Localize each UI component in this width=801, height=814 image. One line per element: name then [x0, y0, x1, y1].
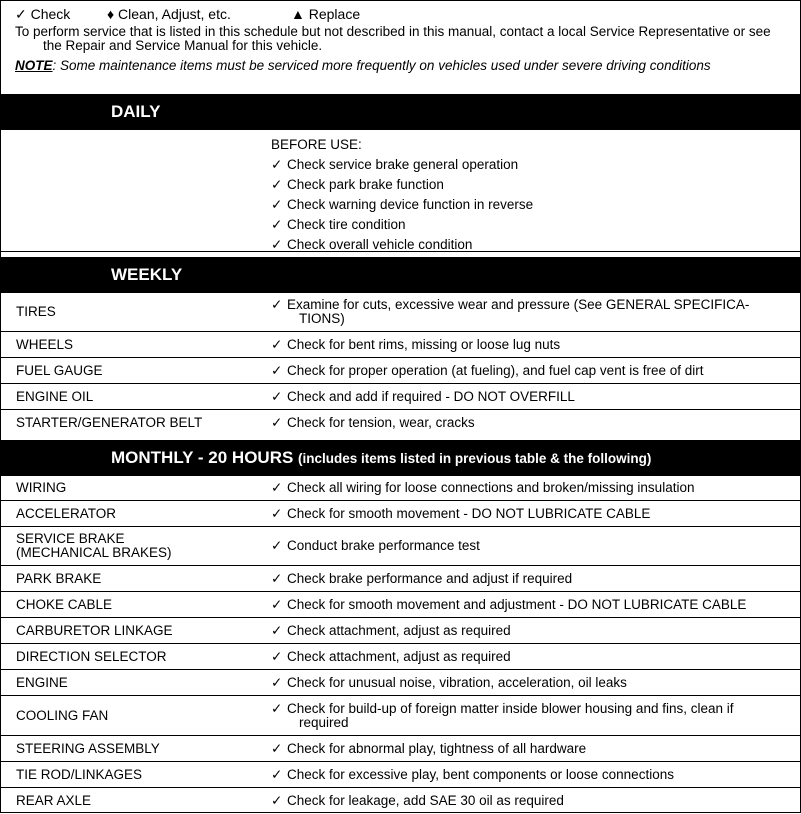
task-text: ✓ Check and add if required - DO NOT OVERFILL — [271, 388, 575, 404]
check-icon: ✓ — [271, 336, 283, 352]
item-label: REAR AXLE — [16, 793, 92, 808]
table-row — [1, 670, 800, 696]
daily-title: DAILY — [111, 102, 161, 121]
intro-text — [15, 25, 788, 53]
daily-item: ✓ Check park brake function — [271, 175, 533, 195]
table-row — [1, 644, 800, 670]
check-icon: ✓ — [271, 362, 283, 378]
check-icon: ✓ — [271, 177, 283, 192]
table-row — [1, 410, 800, 436]
task-text: ✓ Check for tension, wear, cracks — [271, 415, 475, 430]
check-icon: ✓ — [271, 793, 283, 808]
check-icon: ✓ — [271, 700, 283, 716]
daily-list — [271, 135, 533, 255]
table-row — [1, 592, 800, 618]
table-row — [1, 618, 800, 644]
task-text: ✓ Check for bent rims, missing or loose lug nuts — [271, 336, 561, 352]
monthly-table — [1, 476, 800, 814]
check-icon: ✓ — [271, 766, 283, 782]
check-icon: ✓ — [271, 505, 283, 521]
daily-item: ✓ Check tire condition — [271, 215, 533, 235]
monthly-subtitle: (includes items listed in previous table & the following) — [298, 451, 652, 466]
check-icon: ✓ — [271, 622, 283, 638]
check-icon: ✓ — [271, 388, 283, 404]
intro-line-2: the Repair and Service Manual for this vehicle. — [43, 38, 323, 53]
task-text: ✓ Check for smooth movement - DO NOT LUBRICATE CABLE — [271, 505, 651, 521]
item-label: STARTER/GENERATOR BELT — [16, 415, 203, 430]
check-icon: ✓ — [271, 415, 283, 430]
item-label: PARK BRAKE — [16, 570, 102, 586]
monthly-band — [1, 440, 800, 476]
daily-item: ✓ Check overall vehicle condition — [271, 235, 533, 255]
task-text: ✓ Check attachment, adjust as required — [271, 648, 511, 664]
table-row — [1, 384, 800, 410]
check-icon: ✓ — [271, 157, 283, 172]
item-label: DIRECTION SELECTOR — [16, 648, 167, 664]
item-label: ACCELERATOR — [16, 505, 117, 521]
check-icon: ✓ — [271, 480, 283, 495]
note — [15, 58, 788, 73]
item-label: STEERING ASSEMBLY — [16, 740, 160, 756]
item-label: WHEELS — [16, 336, 74, 352]
monthly-title: MONTHLY - 20 HOURS (includes items listed in previous table & the following) — [111, 448, 652, 467]
item-label: TIRES — [16, 304, 56, 319]
weekly-band — [1, 257, 800, 293]
daily-band — [1, 94, 800, 130]
task-text: ✓ Check for abnormal play, tightness of all hardware — [271, 740, 587, 756]
legend-clean: ♦ Clean, Adjust, etc. — [107, 6, 231, 22]
table-row — [1, 762, 800, 788]
daily-item: ✓ Check warning device function in reverse — [271, 195, 533, 215]
task-text: ✓ Check for proper operation (at fueling), and fuel cap vent is free of dirt — [271, 362, 704, 378]
item-label: WIRING — [16, 480, 67, 495]
table-row — [1, 696, 800, 736]
check-icon: ✓ — [271, 217, 283, 232]
check-icon: ✓ — [271, 538, 283, 553]
check-icon: ✓ — [271, 648, 283, 664]
note-label: NOTE — [15, 58, 53, 73]
table-row — [1, 736, 800, 762]
task-text: ✓ Check for unusual noise, vibration, acceleration, oil leaks — [271, 674, 627, 690]
check-icon: ✓ — [271, 297, 283, 312]
task-text: ✓ Examine for cuts, excessive wear and pressure (See GENERAL SPECIFICA- TIONS) — [271, 297, 750, 326]
item-label: CHOKE CABLE — [16, 596, 113, 612]
intro-line-1: To perform service that is listed in this schedule but not described in this manual, contact a local Service Representative or see — [15, 24, 771, 39]
task-text: ✓ Check for excessive play, bent components or loose connections — [271, 766, 674, 782]
task-text: ✓ Check for smooth movement and adjustment - DO NOT LUBRICATE CABLE — [271, 596, 747, 612]
table-row — [1, 332, 800, 358]
note-text: : Some maintenance items must be serviced more frequently on vehicles used under severe driving conditions — [52, 58, 711, 73]
weekly-title: WEEKLY — [111, 265, 183, 284]
daily-item: ✓ Check service brake general operation — [271, 155, 533, 175]
table-row — [1, 527, 800, 566]
task-text: ✓ Check for build-up of foreign matter inside blower housing and fins, clean if required — [271, 700, 734, 730]
daily-heading: BEFORE USE: — [271, 137, 362, 152]
check-icon: ✓ — [271, 570, 283, 586]
schedule-header — [1, 3, 800, 73]
table-row — [1, 501, 800, 527]
table-row — [1, 476, 800, 501]
table-row — [1, 358, 800, 384]
item-label: TIE ROD/LINKAGES — [16, 766, 143, 782]
task-text: ✓ Check all wiring for loose connections and broken/missing insulation — [271, 480, 695, 495]
check-icon: ✓ — [271, 740, 283, 756]
item-label: COOLING FAN — [16, 707, 109, 723]
item-label: CARBURETOR LINKAGE — [16, 622, 173, 638]
weekly-table — [1, 293, 800, 436]
item-label: ENGINE — [16, 674, 68, 690]
task-text: ✓ Check attachment, adjust as required — [271, 622, 511, 638]
item-label: SERVICE BRAKE (MECHANICAL BRAKES) — [16, 531, 172, 560]
task-text: ✓ Check brake performance and adjust if required — [271, 570, 573, 586]
legend — [15, 3, 788, 25]
item-label: FUEL GAUGE — [16, 362, 103, 378]
table-row — [1, 566, 800, 592]
check-icon: ✓ — [271, 674, 283, 690]
check-icon: ✓ — [271, 237, 283, 252]
table-row — [1, 788, 800, 814]
item-label: ENGINE OIL — [16, 388, 94, 404]
check-icon: ✓ — [271, 596, 283, 612]
table-row — [1, 293, 800, 332]
task-text: ✓ Conduct brake performance test — [271, 538, 480, 553]
legend-replace: ▲ Replace — [291, 6, 361, 22]
legend-check: ✓ Check — [15, 5, 71, 22]
check-icon: ✓ — [271, 197, 283, 212]
task-text: ✓ Check for leakage, add SAE 30 oil as required — [271, 793, 564, 808]
daily-section — [1, 131, 800, 252]
